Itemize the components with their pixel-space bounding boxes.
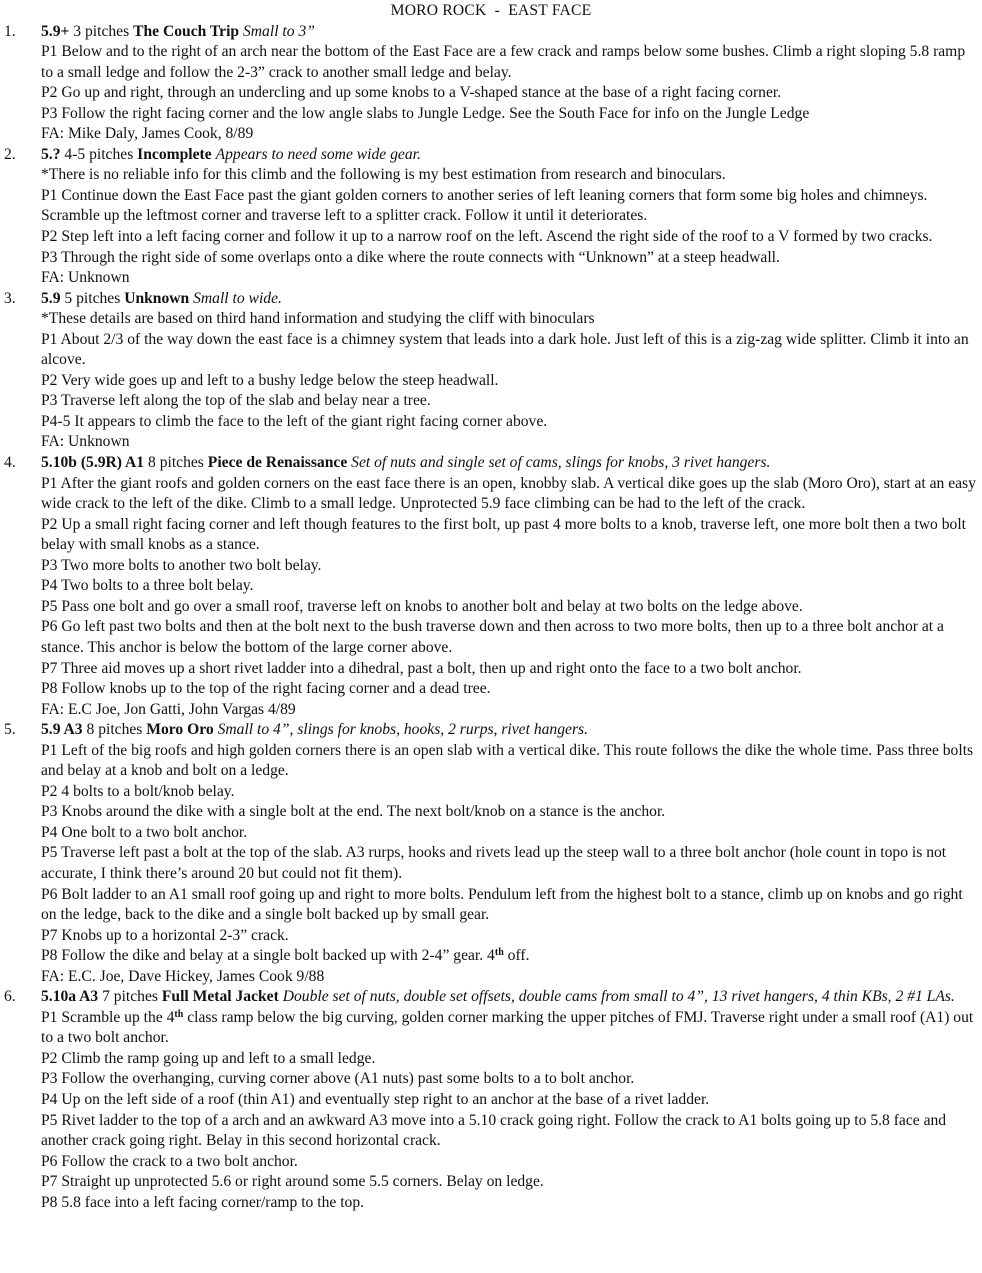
route-pitches: 3 pitches <box>73 22 130 40</box>
route-number: 2. <box>4 145 16 163</box>
route-description-line: P6 Follow the crack to a two bolt anchor. <box>41 1152 298 1170</box>
route-description-line: FA: E.C Joe, Jon Gatti, John Vargas 4/89 <box>41 700 296 718</box>
route-header <box>41 22 978 43</box>
route-name: Incomplete <box>137 145 212 163</box>
route-description-line: P5 Rivet ladder to the top of a arch and an awkward A3 move into a 5.10 crack going right. Follow the crack to A1 bolts going up to 5.8 face and another crack going right. Belay in this second horizontal crack. <box>41 1111 947 1150</box>
route-grade: 5.10b (5.9R) A1 <box>41 454 145 472</box>
route-description-line: P2 Very wide goes up and left to a bushy ledge below the steep headwall. <box>41 371 499 389</box>
route-description-line: P1 Scramble up the 4th class ramp below the big curving, golden corner marking the upper pitches of FMJ. Traverse right under a small roof (A1) out to a two bolt anchor. <box>41 1008 974 1047</box>
route-description-line: P1 About 2/3 of the way down the east face is a chimney system that leads into a dark hole. Just left of this is a zig-zag wide splitter. Climb it into an alcove. <box>41 330 969 369</box>
route-body <box>41 453 978 720</box>
route-grade: 5.? <box>41 145 61 163</box>
route-description-line: P3 Two more bolts to another two bolt belay. <box>41 556 322 574</box>
route-entry <box>0 453 982 720</box>
route-description-line: *There is no reliable info for this climb and the following is my best estimation from research and binoculars. <box>41 166 726 184</box>
route-entry <box>0 145 982 289</box>
route-description-line: P2 Go up and right, through an undercling and up some knobs to a V-shaped stance at the base of a right facing corner. <box>41 84 782 102</box>
route-description-line: P1 After the giant roofs and golden corners on the east face there is an open, knobby slab. A vertical dike goes up the slab (Moro Oro), start at an easy wide crack to the left of the dike. Climb to a small ledge. Unprotected 5.9 face climbing can be had to the left of the crack. <box>41 474 976 513</box>
route-header <box>41 720 978 741</box>
route-number: 3. <box>4 289 16 307</box>
route-description-line: P2 Climb the ramp going up and left to a small ledge. <box>41 1049 376 1067</box>
route-description-line: P4 One bolt to a two bolt anchor. <box>41 823 248 841</box>
route-description-line: P1 Continue down the East Face past the giant golden corners to another series of left leaning corners that form some big holes and chimneys. Scramble up the leftmost corner and traverse left to a splitter crack. Follow it until it deteriorates. <box>41 186 928 225</box>
route-name: Moro Oro <box>146 721 214 739</box>
route-body <box>41 22 978 145</box>
route-description-line: FA: Unknown <box>41 433 130 451</box>
route-description-line: P6 Bolt ladder to an A1 small roof going up and right to more bolts. Pendulum left from the highest bolt to a stance, climb up on knobs and go right on the ledge, back to the dike and a single bolt backed up by small gear. <box>41 885 963 924</box>
route-number: 1. <box>4 22 16 40</box>
route-name: The Couch Trip <box>133 22 240 40</box>
route-description-line: P4 Up on the left side of a roof (thin A1) and eventually step right to an anchor at the base of a rivet ladder. <box>41 1090 710 1108</box>
route-description-line: P8 Follow knobs up to the top of the right facing corner and a dead tree. <box>41 680 491 698</box>
route-list <box>0 22 982 1214</box>
route-number: 4. <box>4 454 16 472</box>
route-description-line: P3 Follow the right facing corner and the low angle slabs to Jungle Ledge. See the South Face for info on the Jungle Ledge <box>41 104 810 122</box>
route-header <box>41 289 978 310</box>
route-body <box>41 145 978 289</box>
route-description-line: P2 Step left into a left facing corner and follow it up to a narrow roof on the left. Ascend the right side of the roof to a V formed by two cracks. <box>41 228 933 246</box>
route-pitches: 7 pitches <box>102 988 158 1006</box>
route-entry <box>0 987 982 1213</box>
route-description-line: P6 Go left past two bolts and then at the bolt next to the bush traverse down and then across to two more bolts, then up to a three bolt anchor at a stance. This anchor is below the bottom of the large corner above. <box>41 618 944 656</box>
superscript: th <box>174 1008 184 1020</box>
route-entry <box>0 22 982 145</box>
route-description-line: FA: Unknown <box>41 269 130 287</box>
route-description-line: P3 Knobs around the dike with a single bolt at the end. The next bolt/knob on a stance is the anchor. <box>41 803 666 821</box>
route-description-line: P8 5.8 face into a left facing corner/ramp to the top. <box>41 1193 365 1211</box>
route-description-line: P3 Traverse left along the top of the slab and belay near a tree. <box>41 392 431 410</box>
route-gear: Small to wide. <box>193 289 282 307</box>
route-description-line: P1 Below and to the right of an arch near the bottom of the East Face are a few crack and ramps below some bushes. Climb a right sloping 5.8 ramp to a small ledge and follow the 2-3” crack to another small ledge and belay. <box>41 43 966 81</box>
route-description-line: P3 Through the right side of some overlaps onto a dike where the route connects with “Unknown” at a steep headwall. <box>41 248 780 266</box>
route-pitches: 4-5 pitches <box>64 145 134 163</box>
route-entry <box>0 720 982 987</box>
route-gear: Small to 3” <box>243 22 315 40</box>
route-description-line: P7 Knobs up to a horizontal 2-3” crack. <box>41 926 289 944</box>
route-body <box>41 289 978 453</box>
route-description-line: P8 Follow the dike and belay at a single bolt backed up with 2-4” gear. 4th off. <box>41 947 530 965</box>
route-grade: 5.9 A3 <box>41 721 83 739</box>
route-description-line: P4 Two bolts to a three bolt belay. <box>41 577 254 595</box>
route-header <box>41 453 978 474</box>
route-description-line: P4-5 It appears to climb the face to the left of the giant right facing corner above. <box>41 412 548 430</box>
route-name: Full Metal Jacket <box>161 988 279 1006</box>
route-description-line: *These details are based on third hand information and studying the cliff with binoculars <box>41 310 595 328</box>
route-description-line: P2 4 bolts to a bolt/knob belay. <box>41 782 235 800</box>
route-pitches: 8 pitches <box>148 454 204 472</box>
route-description-line: P2 Up a small right facing corner and left though features to the first bolt, up past 4 more bolts to a knob, traverse left, one more bolt then a two bolt belay with small knobs as a stance. <box>41 515 967 554</box>
route-grade: 5.9 <box>41 289 61 307</box>
route-gear: Small to 4”, slings for knobs, hooks, 2 rurps, rivet hangers. <box>217 721 588 739</box>
page-title: MORO ROCK - EAST FACE <box>390 2 592 19</box>
route-description-line: FA: Mike Daly, James Cook, 8/89 <box>41 125 254 143</box>
route-description-line: P5 Traverse left past a bolt at the top of the slab. A3 rurps, hooks and rivets lead up the steep wall to a three bolt anchor (hole count in topo is not accurate, I think there’s around 20 but could not fit them). <box>41 844 947 882</box>
route-name: Piece de Renaissance <box>207 454 348 472</box>
route-pitches: 5 pitches <box>64 289 121 307</box>
route-description-line: P3 Follow the overhanging, curving corner above (A1 nuts) past some bolts to a to bolt anchor. <box>41 1070 635 1088</box>
route-body <box>41 720 978 987</box>
route-grade: 5.9+ <box>41 22 70 40</box>
route-header <box>41 145 978 166</box>
route-header <box>41 987 978 1008</box>
route-entry <box>0 289 982 453</box>
route-grade: 5.10a A3 <box>41 988 99 1006</box>
route-description-line: FA: E.C. Joe, Dave Hickey, James Cook 9/88 <box>41 967 325 985</box>
route-gear: Set of nuts and single set of cams, slings for knobs, 3 rivet hangers. <box>351 454 771 472</box>
route-number: 5. <box>4 721 16 739</box>
route-name: Unknown <box>124 289 190 307</box>
route-description-line: P7 Straight up unprotected 5.6 or right around some 5.5 corners. Belay on ledge. <box>41 1173 544 1191</box>
route-gear: Double set of nuts, double set offsets, double cams from small to 4”, 13 rivet hangers, 4 thin KBs, 2 #1 LAs. <box>282 988 955 1006</box>
route-description-line: P5 Pass one bolt and go over a small roof, traverse left on knobs to another bolt and belay at two bolts on the ledge above. <box>41 597 803 615</box>
route-body <box>41 987 978 1213</box>
route-number: 6. <box>4 988 16 1006</box>
route-description-line: P7 Three aid moves up a short rivet ladder into a dihedral, past a bolt, then up and right onto the face to a two bolt anchor. <box>41 659 802 677</box>
route-pitches: 8 pitches <box>86 721 143 739</box>
route-gear: Appears to need some wide gear. <box>215 145 421 163</box>
route-description-line: P1 Left of the big roofs and high golden corners there is an open slab with a vertical dike. This route follows the dike the whole time. Pass three bolts and belay at a knob and bolt on a ledge. <box>41 741 974 780</box>
superscript: th <box>494 947 504 959</box>
